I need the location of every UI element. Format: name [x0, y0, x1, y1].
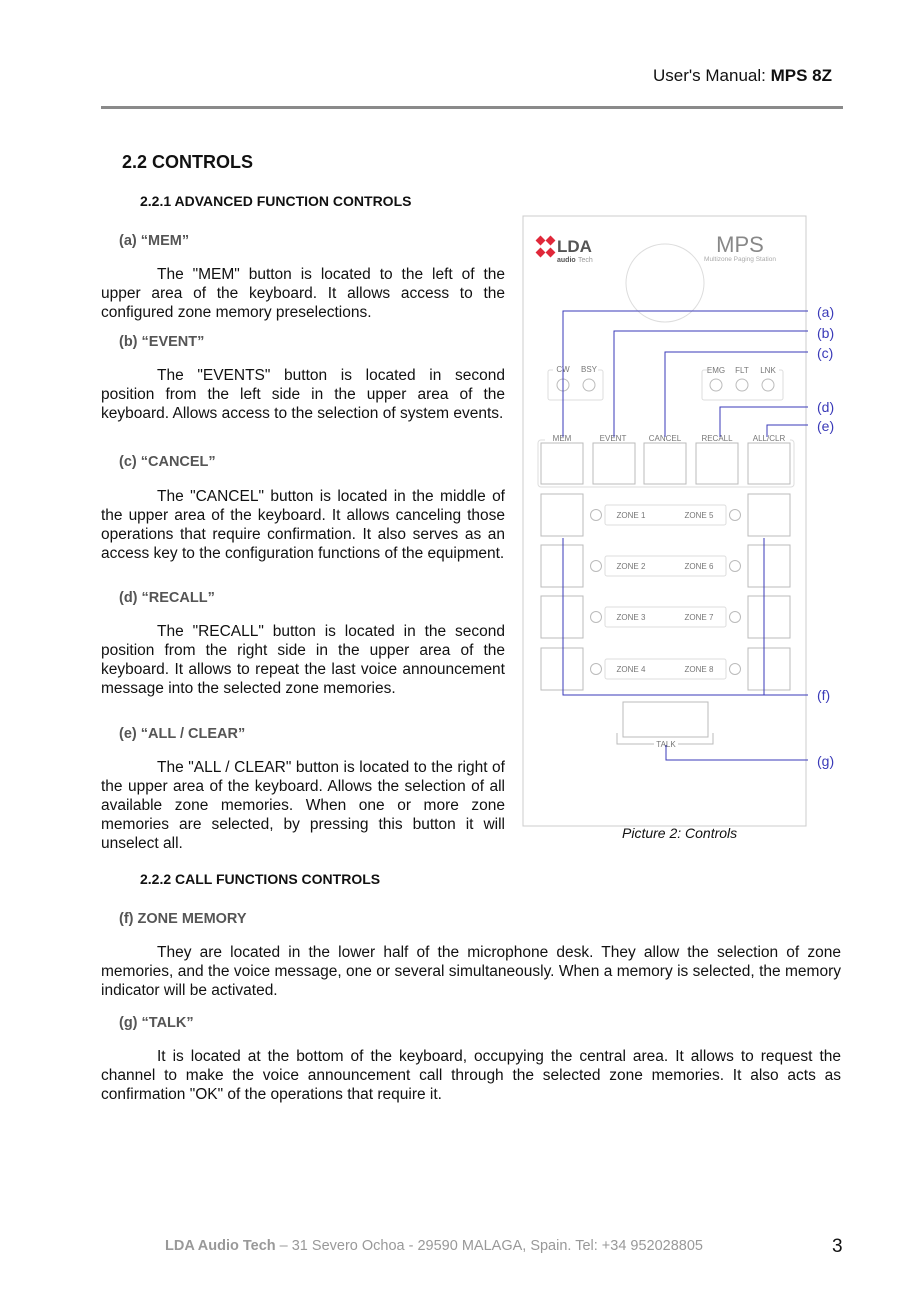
- callout-label: (e): [817, 418, 835, 434]
- item-text: The "MEM" button is located to the left of the upper area of the keyboard. It allows access to the configured zone memory preselections.: [101, 266, 505, 321]
- item-text: The "RECALL" button is located in the second position from the right side in the upper area of the keyboard. It allows to repeat the last voice announcement message into the selected zone memories.: [101, 623, 505, 697]
- item-label: (c) “CANCEL”: [119, 454, 216, 470]
- callout-label: (d): [817, 399, 835, 415]
- page-number: 3: [832, 1236, 843, 1257]
- callout-label: (f): [817, 687, 831, 703]
- item-label: (g) “TALK”: [119, 1015, 194, 1031]
- zone-led: [591, 561, 602, 572]
- item-text: They are located in the lower half of the microphone desk. They allow the selection of zone memories, and the voice message, one or several simultaneously. When a memory is selected, the memory indicator will be activated.: [101, 944, 841, 999]
- footer-company: LDA Audio Tech: [165, 1238, 276, 1254]
- zone-button[interactable]: [748, 596, 790, 638]
- section-title: 2.2 CONTROLS: [122, 152, 254, 172]
- zone-button[interactable]: [541, 545, 583, 587]
- figure-caption: Picture 2: Controls: [622, 825, 738, 841]
- item-text: It is located at the bottom of the keyboard, occupying the central area. It allows to request the channel to make the voice announcement call through the selected zone memories. It also acts as confirmation "OK" of the operations that require it.: [101, 1048, 841, 1103]
- all-clear-button[interactable]: [748, 443, 790, 484]
- zone-label: ZONE 5: [684, 511, 714, 520]
- item-label: (b) “EVENT”: [119, 334, 205, 350]
- button-label: CANCEL: [648, 434, 682, 443]
- controls-diagram: [520, 210, 850, 850]
- zone-led: [591, 664, 602, 675]
- zone-led: [730, 664, 741, 675]
- footer: [165, 1238, 703, 1254]
- zone-led: [730, 561, 741, 572]
- subsection-title: 2.2.2 CALL FUNCTIONS CONTROLS: [140, 871, 381, 887]
- header-prefix: User's Manual:: [653, 66, 771, 85]
- callout-label: (g): [817, 753, 835, 769]
- mem-button[interactable]: [541, 443, 583, 484]
- led-indicator: [583, 379, 595, 391]
- item-label: (e) “ALL / CLEAR”: [119, 726, 246, 742]
- led-indicator: [762, 379, 774, 391]
- zone-led: [591, 612, 602, 623]
- zone-label: ZONE 7: [684, 613, 714, 622]
- item-label: (a) “MEM”: [119, 233, 190, 249]
- zone-button[interactable]: [541, 648, 583, 690]
- zone-led: [730, 612, 741, 623]
- zone-label: ZONE 4: [616, 665, 646, 674]
- zone-button[interactable]: [748, 494, 790, 536]
- led-label: BSY: [580, 365, 598, 374]
- logo-brand: LDA: [557, 237, 592, 256]
- header-rule: [101, 106, 843, 109]
- zone-button[interactable]: [748, 545, 790, 587]
- button-label: ALL/CLR: [752, 434, 786, 443]
- zone-label: ZONE 1: [616, 511, 646, 520]
- event-button[interactable]: [593, 443, 635, 484]
- cancel-button[interactable]: [644, 443, 686, 484]
- model-name: MPS: [716, 232, 764, 257]
- zone-label: ZONE 2: [616, 562, 646, 571]
- microphone-circle: [626, 244, 704, 322]
- button-label: MEM: [552, 434, 572, 443]
- led-indicator: [736, 379, 748, 391]
- footer-address: – 31 Severo Ochoa - 29590 MALAGA, Spain. Tel: +34 952028805: [275, 1238, 703, 1254]
- running-header: [653, 66, 832, 86]
- button-label: EVENT: [599, 434, 627, 443]
- item-text: The "EVENTS" button is located in second position from the left side in the upper area of the keyboard. Allows access to the selection of system events.: [101, 367, 505, 422]
- item-label: (d) “RECALL”: [119, 590, 215, 606]
- led-label: EMG: [706, 366, 726, 375]
- button-label: RECALL: [701, 434, 733, 443]
- led-label: CW: [556, 365, 570, 374]
- callout-label: (c): [817, 345, 834, 361]
- talk-label: TALK: [656, 740, 676, 749]
- zone-button[interactable]: [748, 648, 790, 690]
- logo-sub: Tech: [578, 257, 593, 264]
- zone-label: ZONE 3: [616, 613, 646, 622]
- model-subtitle: Multizone Paging Station: [704, 256, 776, 263]
- talk-button[interactable]: [623, 702, 708, 737]
- zone-label: ZONE 6: [684, 562, 714, 571]
- led-label: LNK: [760, 366, 776, 375]
- subsection-title: 2.2.1 ADVANCED FUNCTION CONTROLS: [140, 193, 412, 209]
- zone-label: ZONE 8: [684, 665, 714, 674]
- zone-button[interactable]: [541, 494, 583, 536]
- zone-led: [591, 510, 602, 521]
- item-label: (f) ZONE MEMORY: [119, 911, 247, 927]
- lda-logo: [536, 236, 593, 264]
- header-product: MPS 8Z: [770, 66, 832, 85]
- item-text: The "ALL / CLEAR" button is located to the right of the upper area of the keyboard. Allows the selection of all available zone memories. When one or more zone memories are selected, by pressing this button it will unselect all.: [101, 759, 505, 852]
- zone-led: [730, 510, 741, 521]
- recall-button[interactable]: [696, 443, 738, 484]
- logo-sub: audio: [557, 257, 576, 264]
- callout-label: (b): [817, 325, 835, 341]
- zone-button[interactable]: [541, 596, 583, 638]
- callout-label: (a): [817, 304, 835, 320]
- led-label: FLT: [735, 366, 749, 375]
- item-text: The "CANCEL" button is located in the middle of the upper area of the keyboard. It allows canceling those operations that require confirmation. It also serves as an access key to the configuration functions of the equipment.: [101, 488, 505, 562]
- led-indicator: [710, 379, 722, 391]
